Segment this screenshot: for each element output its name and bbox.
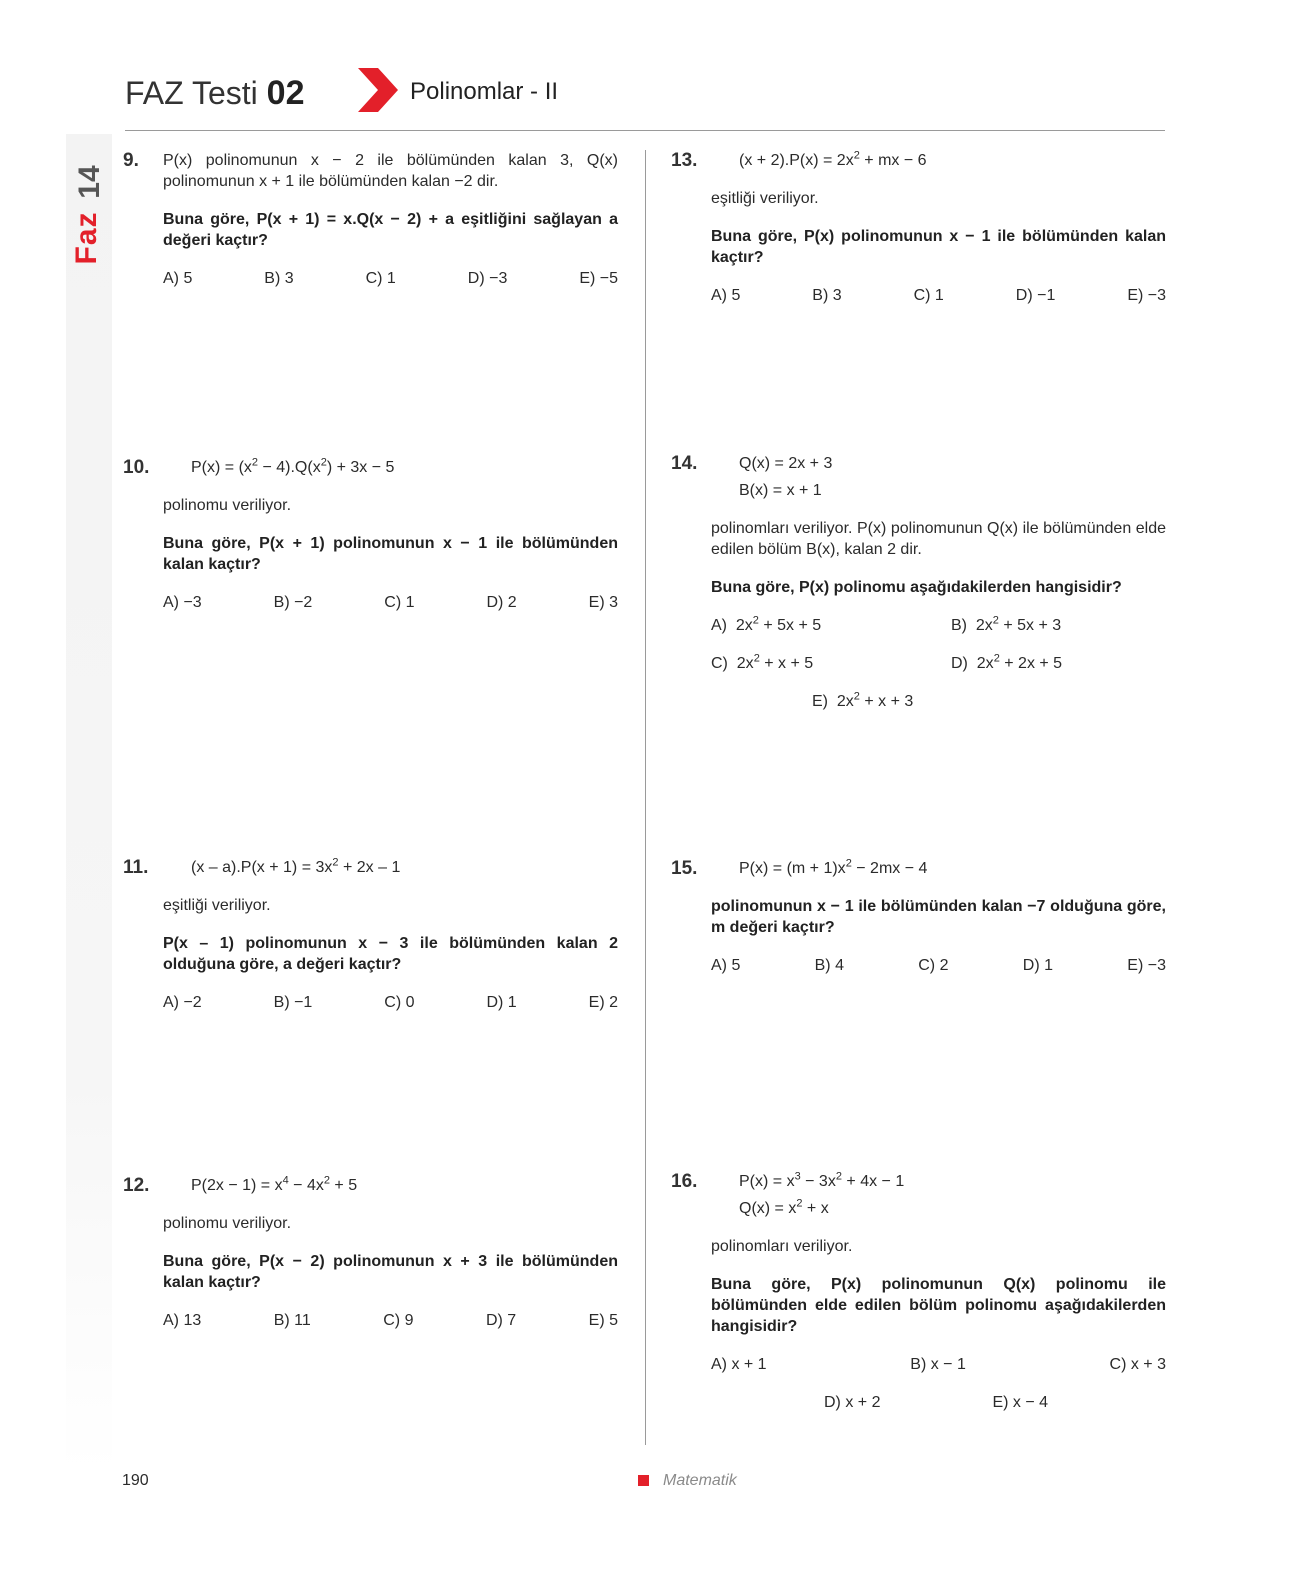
question-equation: $(x - a).P(x + 1) = 3x^2 + 2x - 1$ (191, 856, 401, 876)
option-a[interactable]: A) 5 (711, 287, 741, 304)
chevron-right-icon (356, 66, 400, 114)
question-equation: $P(x) = (m + 1)x^2 - 2mx - 4$ (739, 857, 928, 877)
test-number: 02 (266, 74, 305, 112)
page-number: 190 (122, 1472, 149, 1489)
option-c[interactable]: C) 1 (384, 594, 415, 611)
side-strip (66, 134, 112, 1474)
option-d[interactable]: D) 7 (485, 1312, 517, 1329)
answer-options (711, 1354, 1166, 1375)
option-b[interactable]: B) 11 (273, 1312, 311, 1329)
option-b[interactable]: B) x − 1 (910, 1356, 966, 1373)
question-prompt: Buna göre, P(x) polinomu aşağıdakilerden hangisidir? (711, 579, 1122, 596)
question-number: 9. (123, 150, 139, 171)
question-text: polinomu veriliyor. (163, 1215, 292, 1232)
question-number: 15. (671, 858, 698, 879)
question-number: 13. (671, 150, 698, 171)
question-prompt: Buna göre, P(x) polinomunun x − 1 ile bölümünden kalan kaçtır? (711, 228, 1166, 266)
option-e[interactable]: E) $2x^2 + x + 3$ (812, 690, 914, 710)
option-d[interactable]: D) −3 (467, 270, 508, 287)
question-number: 14. (671, 453, 698, 474)
answer-options (711, 615, 1166, 674)
question-equation: $(x + 2).P(x) = 2x^2$ + mx − 6 (739, 149, 927, 169)
option-c[interactable]: C) $2x^2 + x + 5$ (711, 652, 814, 672)
question-prompt: polinomunun x − 1 ile bölümünden kalan −7 olduğuna göre, m değeri kaçtır? (711, 898, 1166, 936)
question-number: 16. (671, 1171, 698, 1192)
question-text: polinomu veriliyor. (163, 497, 292, 514)
answer-options (163, 1310, 618, 1331)
option-b[interactable]: B) 3 (812, 287, 842, 304)
option-a[interactable]: A) 13 (163, 1312, 202, 1329)
option-d[interactable]: D) $2x^2 + 2x + 5$ (951, 652, 1063, 672)
question-equation: $P(2x - 1) = x^4 - 4x^2 + 5$ (191, 1174, 358, 1194)
option-a[interactable]: A) −3 (163, 594, 202, 611)
question-prompt: Buna göre, P(x − 2) polinomunun x + 3 ile bölümünden kalan kaçtır? (163, 1253, 618, 1291)
subject-label: Matematik (663, 1472, 737, 1489)
question-equation: $Q(x) = x^2 + x$ (739, 1197, 829, 1217)
option-d[interactable]: D) 1 (486, 994, 517, 1011)
page-title: FAZ Testi 02 (125, 74, 305, 112)
header-divider (125, 130, 1165, 131)
section-number: 14 (73, 165, 106, 199)
question-9 (123, 150, 618, 289)
option-d[interactable]: D) −1 (1015, 287, 1056, 304)
option-b[interactable]: B) $2x^2 + 5x + 3$ (951, 614, 1062, 634)
option-d[interactable]: D) x + 2 (824, 1394, 881, 1411)
option-e[interactable]: E) 2 (588, 994, 618, 1011)
square-icon (638, 1475, 649, 1486)
question-text: eşitliği veriliyor. (711, 190, 819, 207)
option-a[interactable]: A) 5 (163, 270, 193, 287)
option-b[interactable]: B) −2 (273, 594, 313, 611)
section-label (62, 150, 118, 265)
answer-options (163, 592, 618, 613)
option-e[interactable]: E) x − 4 (992, 1394, 1049, 1411)
question-11 (123, 856, 618, 1013)
option-a[interactable]: A) −2 (163, 994, 202, 1011)
question-15 (671, 857, 1166, 976)
question-16 (671, 1170, 1166, 1413)
option-c[interactable]: C) x + 3 (1109, 1356, 1166, 1373)
option-c[interactable]: C) 1 (365, 270, 396, 287)
option-row-last (711, 1392, 1166, 1413)
option-d[interactable]: D) 2 (486, 594, 517, 611)
question-prompt: P(x – 1) polinomunun x − 3 ile bölümünden kalan 2 olduğuna göre, a değeri kaçtır? (163, 935, 618, 973)
option-a[interactable]: A) x + 1 (711, 1356, 767, 1373)
option-b[interactable]: B) 3 (264, 270, 294, 287)
question-14 (671, 453, 1166, 712)
option-c[interactable]: C) 2 (918, 957, 949, 974)
option-d[interactable]: D) 1 (1022, 957, 1053, 974)
question-number: 11. (123, 857, 149, 878)
option-a[interactable]: A) 5 (711, 957, 741, 974)
question-12 (123, 1174, 618, 1331)
question-equation: Q(x) = 2x + 3 (739, 455, 833, 472)
question-number: 12. (123, 1175, 150, 1196)
question-prompt: Buna göre, P(x) polinomunun Q(x) polinomu ile bölümünden elde edilen bölüm polinomu aşağıdakilerden hangisidir? (711, 1276, 1166, 1335)
page-subtitle: Polinomlar - II (410, 78, 559, 105)
answer-options (163, 268, 618, 289)
question-number: 10. (123, 457, 150, 478)
answer-options (711, 955, 1166, 976)
option-e[interactable]: E) 3 (588, 594, 618, 611)
option-e[interactable]: E) −3 (1127, 957, 1166, 974)
option-e[interactable]: E) −3 (1127, 287, 1166, 304)
question-prompt: Buna göre, P(x + 1) = x.Q(x − 2) + a eşitliğini sağlayan a değeri kaçtır? (163, 211, 618, 249)
question-10 (123, 456, 618, 613)
option-c[interactable]: C) 1 (913, 287, 944, 304)
question-text: polinomları veriliyor. (711, 1238, 853, 1255)
option-e[interactable]: E) −5 (579, 270, 618, 287)
section-text: Faz (70, 211, 103, 265)
answer-options (711, 285, 1166, 306)
question-text: P(x) polinomunun x − 2 ile bölümünden kalan 3, Q(x) polinomunun x + 1 ile bölümünden kalan −2 dir. (163, 152, 618, 190)
option-e[interactable]: E) 5 (588, 1312, 618, 1329)
question-13 (671, 149, 1166, 306)
question-text: eşitliği veriliyor. (163, 897, 271, 914)
option-row-last (711, 691, 1166, 712)
option-b[interactable]: B) −1 (273, 994, 313, 1011)
answer-options (163, 992, 618, 1013)
question-text: polinomları veriliyor. P(x) polinomunun Q(x) ile bölümünden elde edilen bölüm B(x), kalan 2 dir. (711, 520, 1166, 558)
question-equation: B(x) = x + 1 (739, 482, 822, 499)
option-a[interactable]: A) $2x^2 + 5x + 5$ (711, 614, 822, 634)
column-divider (645, 150, 646, 1445)
question-prompt: Buna göre, P(x + 1) polinomunun x − 1 ile bölümünden kalan kaçtır? (163, 535, 618, 573)
option-c[interactable]: C) 0 (384, 994, 415, 1011)
question-equation: $P(x) = x^3 - 3x^2 + 4x - 1$ (739, 1170, 905, 1190)
option-b[interactable]: B) 4 (814, 957, 844, 974)
option-c[interactable]: C) 9 (383, 1312, 414, 1329)
question-equation: $P(x) = (x^2 - 4).Q(x^2) + 3x - 5$ (191, 456, 395, 476)
